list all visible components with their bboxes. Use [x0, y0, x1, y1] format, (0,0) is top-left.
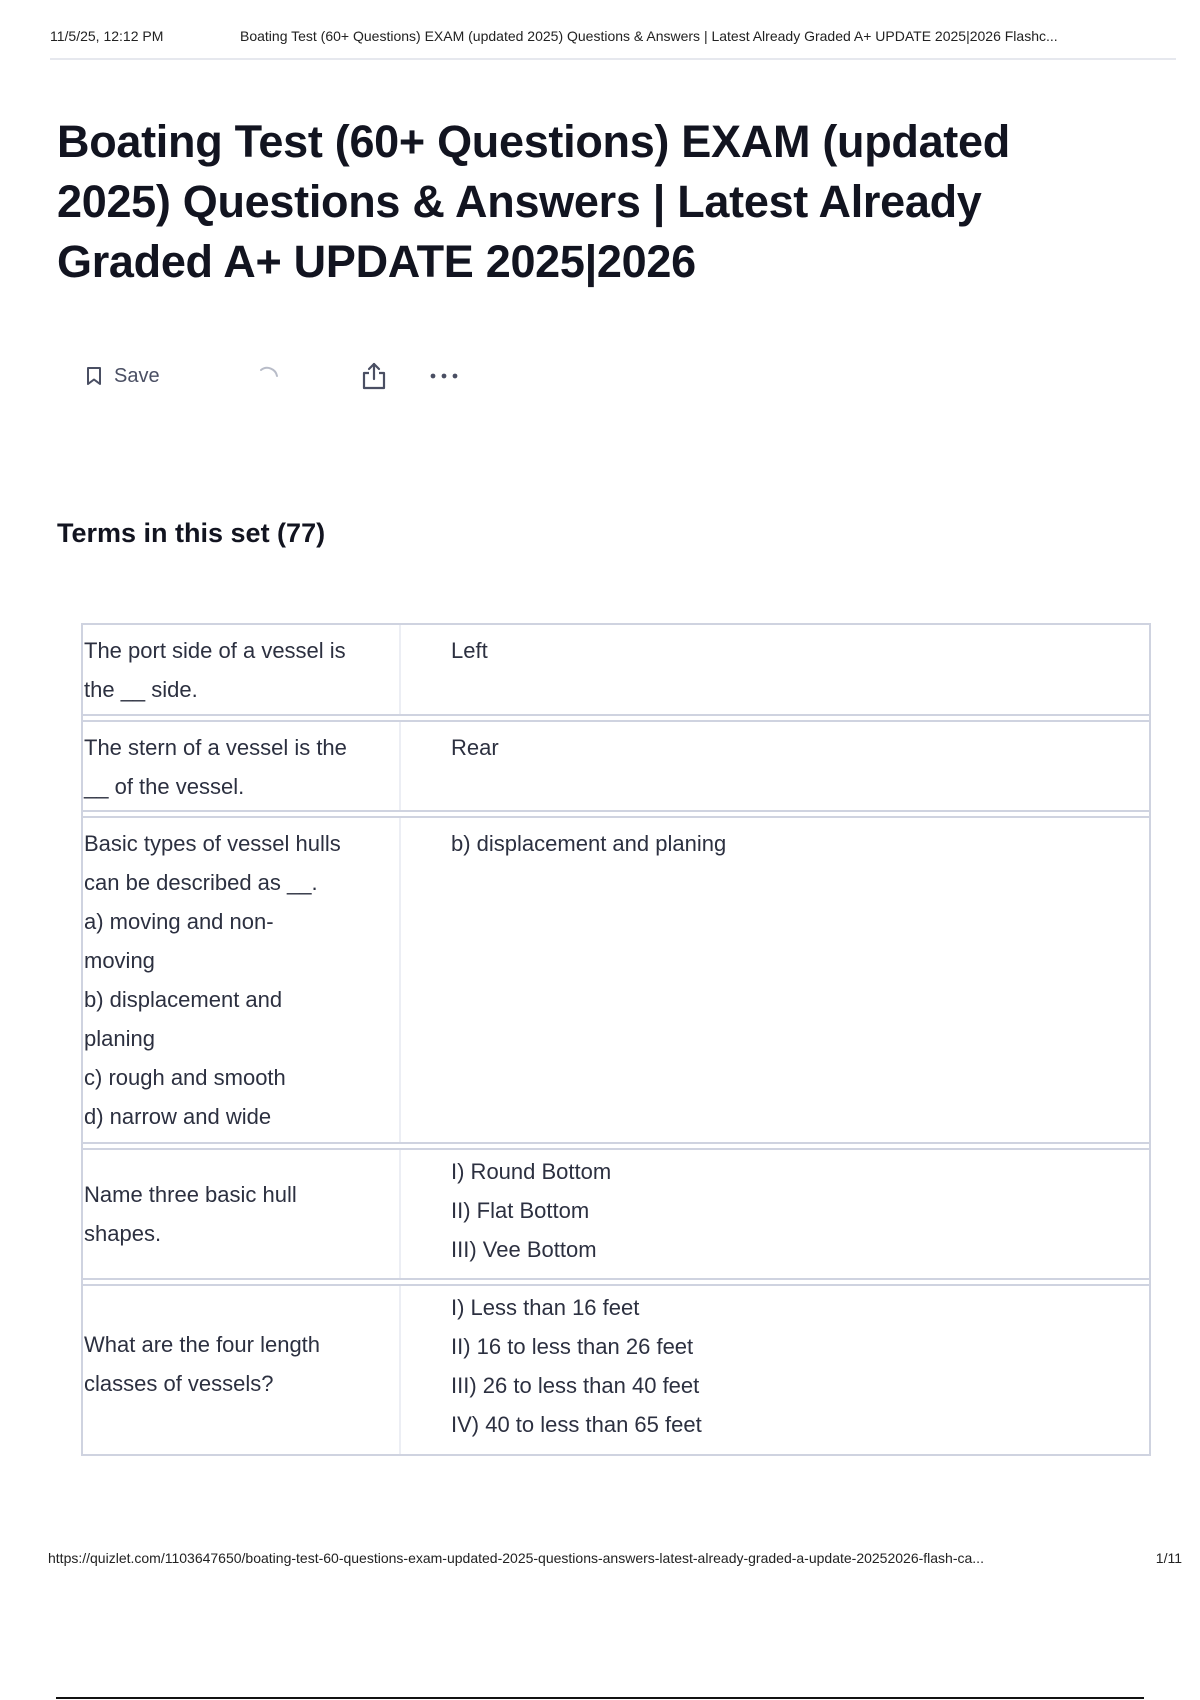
loading-spinner-icon — [256, 362, 296, 390]
definition-cell — [401, 625, 1149, 714]
term-text-line: c) rough and smooth — [84, 1065, 286, 1090]
term-cell — [83, 625, 401, 714]
page-number: 1/11 — [1155, 1550, 1182, 1566]
print-header — [50, 28, 1176, 60]
term-text-line: a) moving and non- — [84, 909, 274, 934]
term-row — [83, 816, 1149, 1144]
definition-text-line: II) 16 to less than 26 feet — [451, 1334, 694, 1359]
term-text-line: planing — [84, 1026, 155, 1051]
term-text-line: can be described as __. — [84, 870, 318, 895]
definition-text-line: III) Vee Bottom — [451, 1237, 597, 1262]
page-divider — [56, 1697, 1144, 1699]
term-text-line: What are the four length — [84, 1332, 321, 1357]
definition-cell — [401, 1286, 1149, 1454]
more-options-icon — [429, 372, 459, 380]
term-text-line: The port side of a vessel is — [84, 638, 346, 663]
term-text-line: d) narrow and wide — [84, 1104, 272, 1129]
print-url: https://quizlet.com/1103647650/boating-test-60-questions-exam-updated-2025-questions-answers-latest-already-graded-a-update-20252026-flash-ca... — [48, 1550, 984, 1566]
term-text-line: classes of vessels? — [84, 1371, 274, 1396]
term-cell — [83, 1286, 401, 1454]
definition-text-line: Left — [451, 638, 488, 663]
terms-table — [81, 623, 1151, 1456]
term-row — [83, 1284, 1149, 1454]
definition-text-line: III) 26 to less than 40 feet — [451, 1373, 700, 1398]
save-label: Save — [114, 364, 160, 387]
bookmark-icon — [86, 366, 102, 386]
definition-cell — [401, 1150, 1149, 1278]
term-text-line: the __ side. — [84, 677, 198, 702]
definition-text-line: I) Less than 16 feet — [451, 1295, 640, 1320]
definition-text-line: Rear — [451, 735, 499, 760]
save-button[interactable] — [86, 365, 256, 388]
term-row — [83, 1148, 1149, 1280]
definition-text-line: b) displacement and planing — [451, 831, 727, 856]
page-title: Boating Test (60+ Questions) EXAM (updated 2025) Questions & Answers | Latest Already Graded A+ UPDATE 2025|2026 — [57, 116, 1010, 287]
definition-text-line: II) Flat Bottom — [451, 1198, 590, 1223]
share-button[interactable] — [358, 360, 390, 392]
term-row — [83, 625, 1149, 716]
term-text-line: Name three basic hull — [84, 1182, 297, 1207]
definition-text-line: IV) 40 to less than 65 feet — [451, 1412, 702, 1437]
term-text-line: Basic types of vessel hulls — [84, 831, 341, 856]
print-footer — [48, 1550, 1182, 1566]
terms-heading: Terms in this set (77) — [57, 518, 326, 548]
term-text-line: __ of the vessel. — [84, 774, 245, 799]
print-datetime: 11/5/25, 12:12 PM — [50, 28, 164, 44]
term-text-line: moving — [84, 948, 155, 973]
term-cell — [83, 818, 401, 1142]
term-text-line: The stern of a vessel is the — [84, 735, 347, 760]
term-text-line: b) displacement and — [84, 987, 283, 1012]
print-page-title: Boating Test (60+ Questions) EXAM (updated 2025) Questions & Answers | Latest Already Graded A+ UPDATE 2025|2026 Flashc... — [240, 28, 1058, 44]
set-toolbar — [86, 360, 462, 392]
definition-cell — [401, 722, 1149, 810]
term-row — [83, 720, 1149, 812]
more-options-button[interactable] — [426, 360, 462, 392]
share-icon — [360, 361, 388, 391]
term-text-line: shapes. — [84, 1221, 162, 1246]
term-cell — [83, 1150, 401, 1278]
definition-cell — [401, 818, 1149, 1142]
term-cell — [83, 722, 401, 810]
definition-text-line: I) Round Bottom — [451, 1159, 612, 1184]
